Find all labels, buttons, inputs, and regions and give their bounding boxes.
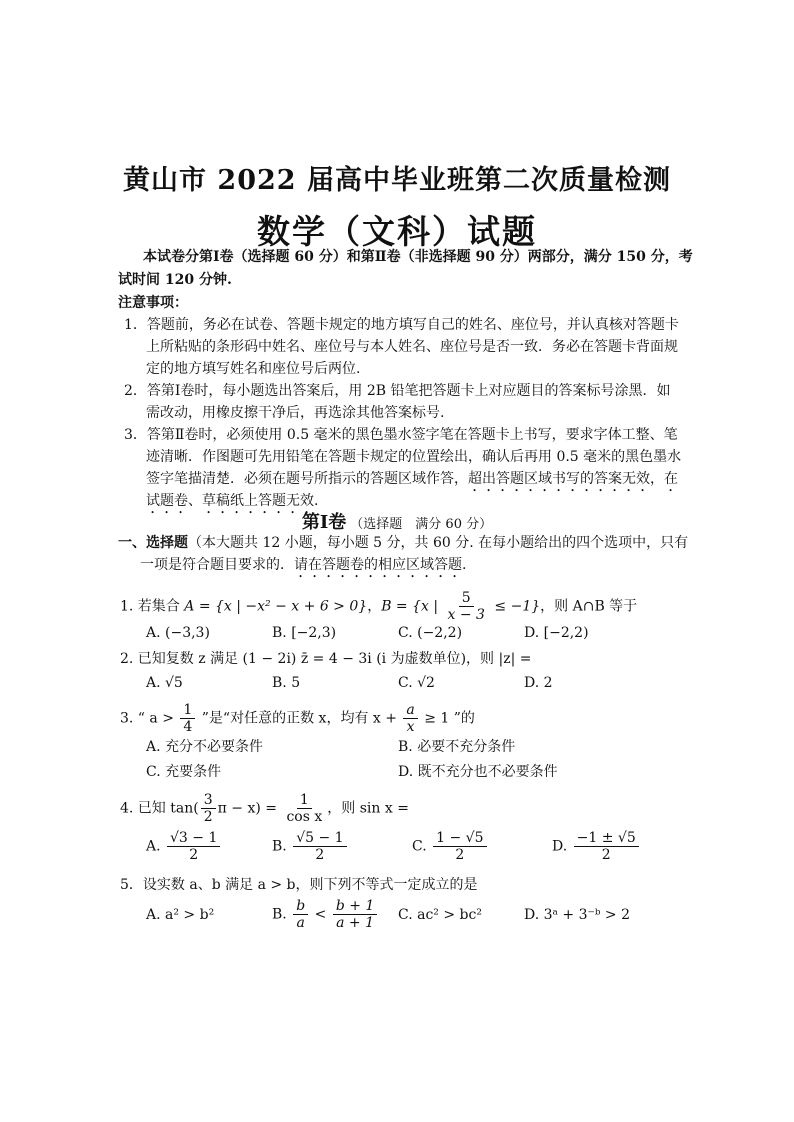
exam-subtitle: 数学（文科）试题	[257, 212, 537, 251]
q2-option-a: A. √5	[146, 675, 183, 691]
question-3	[120, 702, 475, 735]
q5-option-c: C. ac² > bc²	[398, 907, 482, 923]
q3-option-c: C. 充要条件	[146, 764, 222, 780]
q1-post: ，则 A∩B 等于	[540, 598, 638, 615]
q4-option-d-fraction	[574, 830, 639, 863]
exam-title: 黄山市 2022 届高中毕业班第二次质量检测	[123, 165, 671, 196]
q4-a-den: 2	[189, 847, 199, 863]
q5-option-a: A. a² > b²	[146, 907, 215, 923]
note-1-line-1: 1．答题前，务必在试卷、答题卡规定的地方填写自己的姓名、座位号，并认真核对答题卡	[124, 317, 679, 333]
q1-frac-num: 5	[459, 590, 474, 607]
q4-option-b-fraction	[293, 830, 346, 863]
q4-b-num: √5 − 1	[293, 830, 346, 847]
section-1-note: （选择题 满分 60 分）	[350, 517, 493, 532]
note-2-line-2: 需改动，用橡皮擦干净后，再选涂其他答案标号.	[146, 405, 445, 421]
q1-frac-den: x − 3	[447, 607, 485, 623]
q1-sep: ，	[367, 598, 382, 615]
q2-option-c: C. √2	[398, 675, 435, 691]
note-3-line-1: 3．答第Ⅱ卷时，必须使用 0.5 毫米的黑色墨水签字笔在答题卡上书写，要求字体工整、笔	[124, 427, 678, 443]
q4-option-d	[552, 830, 641, 863]
q3-option-a: A. 充分不必要条件	[146, 739, 264, 755]
q3-pre: 3. “ a >	[120, 710, 179, 727]
q3-f1-den: 4	[183, 719, 193, 735]
question-4	[120, 792, 409, 825]
q1-option-a: A. (−3,3)	[146, 625, 210, 641]
q4-pre: 4. 已知 tan(	[120, 800, 199, 817]
section-1-heading: 一、选择题	[118, 535, 188, 551]
intro-line-2: 试时间 120 分钟.	[118, 272, 232, 288]
q1-option-c: C. (−2,2)	[398, 625, 463, 641]
question-5: 5．设实数 a、b 满足 a > b，则下列不等式一定成立的是	[120, 877, 478, 893]
section-1-desc-1	[118, 534, 688, 552]
q4-option-c	[412, 830, 489, 863]
q3-f2-den: x	[406, 719, 415, 735]
q1-option-b: B. [−2,3)	[272, 625, 337, 641]
q4-a-num: √3 − 1	[167, 830, 220, 847]
q3-fraction-2	[403, 702, 417, 735]
q4-option-d-label: D.	[552, 838, 568, 855]
q2-option-b: B. 5	[272, 675, 301, 691]
q3-f1-num: 1	[180, 702, 195, 719]
q2-option-d: D. 2	[524, 675, 553, 691]
q4-f2-den: cos x	[286, 809, 323, 825]
section-1-label: 第Ⅰ卷	[301, 512, 347, 533]
note-1-line-3: 定的地方填写姓名和座位号后两位.	[146, 361, 361, 377]
q4-f1-den: 2	[203, 809, 213, 825]
q3-mid: ”是“对任意的正数 x，均有 x +	[197, 710, 402, 727]
q4-option-b	[272, 830, 349, 863]
q4-f2-num: 1	[297, 792, 312, 809]
q4-f1-num: 3	[201, 792, 216, 809]
note-2-line-1: 2．答第Ⅰ卷时，每小题选出答案后，用 2B 铅笔把答题卡上对应题目的答案标号涂黑．如	[124, 383, 671, 399]
note-3-line-4-emphasis: 试题卷、草稿纸上答题无效.	[146, 493, 319, 509]
q5-b-f2-den: a + 1	[336, 915, 374, 931]
q4-option-a	[146, 830, 222, 863]
q1-pre: 1. 若集合	[120, 598, 185, 615]
q3-f2-num: a	[403, 702, 417, 719]
q4-fraction-1	[201, 792, 216, 825]
q4-option-a-fraction	[167, 830, 220, 863]
note-1-line-2: 上所粘贴的条形码中姓名、座位号与本人姓名、座位号是否一致．务必在答题卡背面规	[146, 339, 678, 355]
q4-d-den: 2	[601, 847, 611, 863]
q5-option-d: D. 3ᵃ + 3⁻ᵇ > 2	[524, 907, 630, 923]
q5-option-b	[272, 898, 379, 931]
question-1	[120, 590, 637, 623]
q1-option-d: D. [−2,2)	[524, 625, 589, 641]
q5-b-f1-num: b	[293, 898, 308, 915]
q5-b-f1-den: a	[296, 915, 305, 931]
q5-b-f2-num: b + 1	[333, 898, 378, 915]
q4-c-den: 2	[455, 847, 465, 863]
q4-mid: π − x) =	[217, 800, 282, 817]
q4-option-c-fraction	[433, 830, 486, 863]
q5-b-fraction-1	[293, 898, 308, 931]
intro-line-1: 本试卷分第Ⅰ卷（选择题 60 分）和第Ⅱ卷（非选择题 90 分）两部分，满分 150 分，考	[143, 249, 693, 265]
q3-option-d: D. 既不充分也不必要条件	[398, 764, 558, 780]
question-2: 2. 已知复数 z 满足 (1 − 2i) z̄ = 4 − 3i (i 为虚数单位)，则 |z| =	[120, 651, 532, 667]
q5-option-b-label: B.	[272, 906, 287, 923]
q4-post: ，则 sin x =	[327, 800, 409, 817]
notes-heading: 注意事项：	[118, 295, 188, 311]
q4-b-den: 2	[315, 847, 325, 863]
q3-post: ≥ 1 ”的	[419, 710, 475, 727]
q4-option-c-label: C.	[412, 838, 427, 855]
q4-d-num: −1 ± √5	[574, 830, 639, 847]
q1-set-b-pre: B = {x |	[381, 598, 443, 615]
q4-fraction-2	[283, 792, 325, 825]
q4-option-b-label: B.	[272, 838, 287, 855]
section-1-desc-2	[140, 556, 466, 581]
q4-option-a-label: A.	[146, 838, 161, 855]
q3-fraction-1	[180, 702, 195, 735]
note-3-line-2: 迹清晰．作图题可先用铅笔在答题卡规定的位置绘出，确认后再用 0.5 毫米的黑色墨水	[146, 449, 682, 465]
q3-option-b: B. 必要不充分条件	[398, 739, 516, 755]
q1-fraction	[445, 590, 488, 623]
section-1-desc-text: （本大题共 12 小题，每小题 5 分，共 60 分. 在每小题给出的四个选项中，只有	[188, 535, 689, 551]
q5-b-fraction-2	[333, 898, 378, 931]
note-3-line-3b-emphasis: 超出答题区域书写的答案无效，在	[468, 471, 678, 487]
section-1-desc-2b-emphasis: 请在答题卷的相应区域答题.	[294, 557, 467, 573]
note-3-line-3a: 签字笔描清楚．必须在题号所指示的答题区域作答，	[146, 471, 468, 487]
section-1-title	[0, 508, 794, 534]
q1-set-a: A = {x | −x² − x + 6 > 0}	[184, 598, 368, 615]
q5-b-relation: <	[310, 906, 331, 923]
q1-set-b-post: ≤ −1}	[489, 598, 541, 615]
q4-c-num: 1 − √5	[433, 830, 486, 847]
section-1-desc-2a: 一项是符合题目要求的．	[140, 557, 294, 573]
